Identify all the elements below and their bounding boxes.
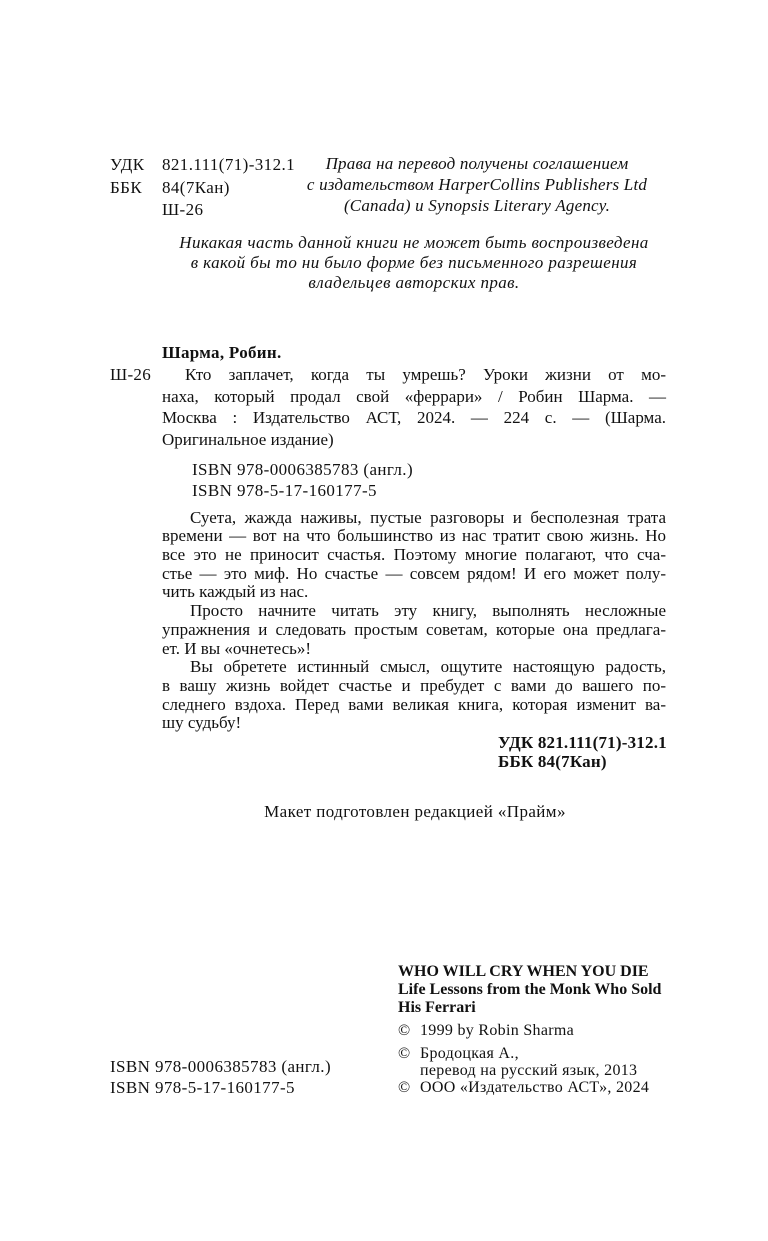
copyright-notice	[398, 1045, 637, 1079]
annotation-line: времени — вот на что большинство из нас тратит свою жизнь. Но	[162, 526, 666, 546]
copyright-text	[420, 1022, 574, 1039]
bbk-value: 84(7Кан)	[162, 177, 230, 197]
copyright-symbol: ©	[398, 1044, 411, 1062]
annotation-line: Суета, жажда наживы, пустые разговоры и бесполезная трата	[190, 507, 666, 527]
annotation-line: все это не приносит счастья. Поэтому многие полагают, что сча-	[162, 545, 666, 564]
isbn-line: ISBN 978-0006385783 (англ.)	[110, 1056, 332, 1076]
annotation-line: упражнения и следовать простым советам, которые она предлага-	[162, 619, 666, 639]
bibliographic-isbn	[192, 459, 413, 501]
translation-rights-notice	[297, 153, 657, 216]
copyright-notice	[398, 1079, 649, 1096]
bbk-row	[110, 177, 295, 200]
isbn-line: ISBN 978-5-17-160177-5	[192, 480, 377, 500]
copyright-notice	[398, 1022, 574, 1039]
classification-header	[110, 154, 295, 222]
bbk-label: ББК	[110, 177, 143, 197]
description-line: Кто заплачет, когда ты умрешь? Уроки жизни от мо-	[185, 365, 666, 384]
annotation	[162, 509, 666, 733]
reproduction-line: в какой бы то ни было форме без письменного разрешения	[190, 253, 638, 272]
classification-footer	[498, 733, 667, 771]
copyright-line: 1999 by Robin Sharma	[420, 1021, 574, 1039]
description-line: наха, который продал свой «феррари» / Робин Шарма. —	[162, 386, 666, 406]
copyright-symbol: ©	[398, 1078, 411, 1096]
bbk-footer: ББК 84(7Кан)	[498, 751, 607, 771]
udk-value: 821.111(71)-312.1	[162, 155, 296, 174]
copyright-symbol: ©	[398, 1021, 411, 1039]
copyright-text	[420, 1079, 649, 1096]
udk-row	[110, 154, 295, 177]
description-line: Москва : Издательство АСТ, 2024. — 224 с. — (Шарма.	[162, 408, 666, 428]
rights-line: с издательством HarperCollins Publishers Ltd	[306, 174, 648, 194]
reproduction-line: владельцев авторских прав.	[308, 273, 520, 292]
description-line: Оригинальное издание)	[162, 430, 334, 450]
layout-credit: Макет подготовлен редакцией «Прайм»	[264, 802, 566, 821]
annotation-line: в вашу жизнь войдет счастье и пребудет с вами до вашего по-	[162, 675, 666, 695]
bibliographic-description	[162, 364, 666, 451]
isbn-line: ISBN 978-0006385783 (англ.)	[192, 459, 414, 479]
copyright-text	[420, 1045, 637, 1079]
rights-line: (Canada) и Synopsis Literary Agency.	[343, 195, 611, 215]
udk-label: УДК	[110, 155, 145, 174]
annotation-line: стье — это миф. Но счастье — совсем рядом! И его может полу-	[162, 563, 666, 583]
author-mark: Ш-26	[162, 200, 204, 219]
annotation-line: Вы обретете истинный смысл, ощутите настоящую радость,	[190, 657, 666, 677]
reproduction-line: Никакая часть данной книги не может быть воспроизведена	[179, 233, 649, 252]
author-mark-row	[110, 199, 295, 222]
annotation-line: следнего вздоха. Перед вами великая книга, которая изменит ва-	[162, 694, 666, 714]
copyright-line: перевод на русский язык, 2013	[420, 1061, 638, 1079]
udk-footer: УДК 821.111(71)-312.1	[498, 732, 667, 752]
author-heading: Шарма, Робин.	[162, 343, 282, 362]
original-title: WHO WILL CRY WHEN YOU DIE	[398, 963, 649, 980]
bibliographic-author-mark: Ш-26	[110, 365, 152, 384]
isbn-footer	[110, 1056, 331, 1098]
copyright-line: ООО «Издательство АСТ», 2024	[420, 1078, 650, 1096]
rights-line: Права на перевод получены соглашением	[325, 153, 629, 173]
annotation-line: шу судьбу!	[162, 713, 242, 733]
isbn-line: ISBN 978-5-17-160177-5	[110, 1077, 295, 1097]
annotation-line: Просто начните читать эту книгу, выполнять несложные	[190, 601, 666, 621]
annotation-line: чить каждый из нас.	[162, 582, 309, 602]
copyright-line: Бродоцкая А.,	[420, 1044, 519, 1062]
annotation-paragraph	[162, 602, 666, 658]
reproduction-notice	[164, 233, 664, 293]
annotation-paragraph	[162, 509, 666, 603]
annotation-line: ет. И вы «очнетесь»!	[162, 638, 312, 658]
original-edition-title	[398, 963, 661, 1017]
annotation-paragraph	[162, 658, 666, 733]
original-subtitle-line: His Ferrari	[398, 999, 476, 1016]
original-subtitle-line: Life Lessons from the Monk Who Sold	[398, 981, 662, 998]
